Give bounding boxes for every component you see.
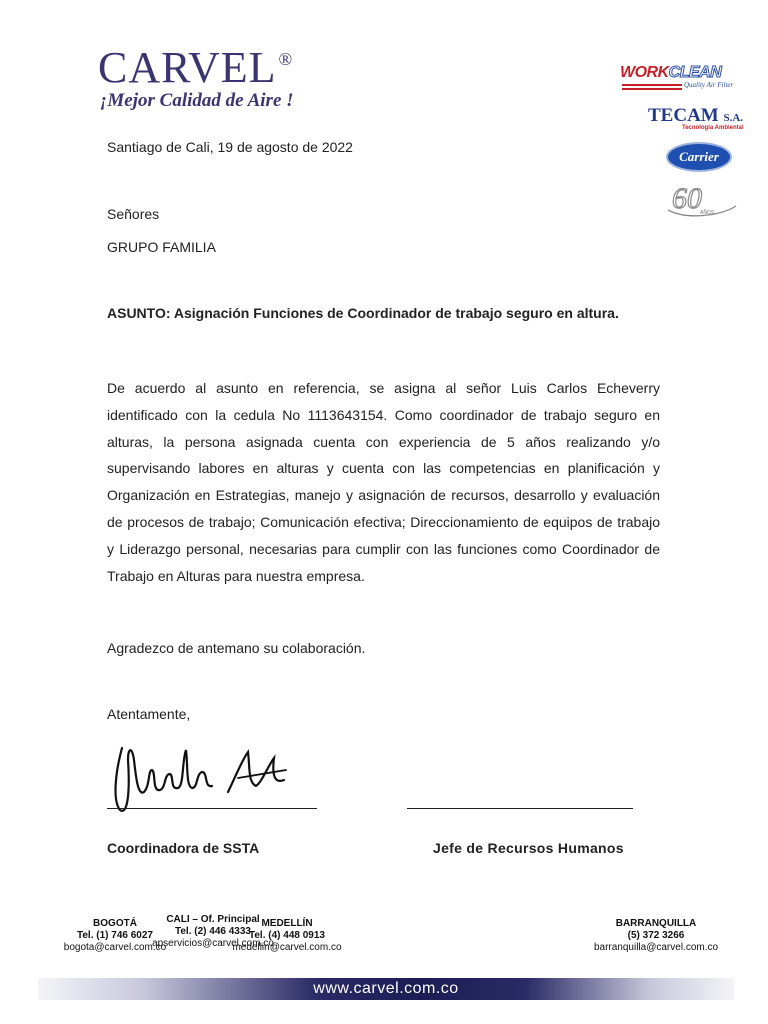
letter-date: Santiago de Cali, 19 de agosto de 2022 (107, 139, 353, 155)
closing: Atentamente, (107, 706, 191, 722)
office-tel: Tel. (2) 446 4333 (175, 926, 251, 937)
signer-role-right: Jefe de Recursos Humanos (433, 840, 624, 856)
office-city: BOGOTÁ (93, 918, 137, 929)
office-city: MEDELLÍN (261, 918, 313, 929)
logo-text: CARVEL (98, 43, 277, 92)
carrier-logo-text: Carrier (679, 149, 719, 164)
website-link[interactable]: www.carvel.com.co (313, 980, 459, 997)
signature-line-right (407, 808, 633, 809)
signature-line-left (107, 808, 317, 809)
office-barranquilla (576, 918, 736, 954)
office-email[interactable]: apservicios@carvel.com.co (152, 938, 274, 949)
recipient: GRUPO FAMILIA (107, 239, 216, 255)
logo-tagline: ¡Mejor Calidad de Aire ! (100, 90, 294, 111)
workclean-stripe (622, 84, 682, 86)
office-email[interactable]: barranquilla@carvel.com.co (593, 942, 719, 953)
office-city: BARRANQUILLA (615, 918, 697, 929)
office-email[interactable]: medellin@carvel.com.co (232, 942, 342, 953)
anniversary-number: 60 (672, 182, 702, 215)
handwritten-signature (108, 730, 298, 820)
tecam-logo-sa: S.A. (723, 112, 744, 124)
carrier-logo (666, 142, 732, 172)
registered-mark: ® (278, 49, 294, 69)
workclean-stripe (622, 88, 682, 90)
tecam-logo-text: TECAM (648, 105, 719, 126)
office-email[interactable]: bogota@carvel.com.co (63, 942, 167, 953)
anniversary-label: AÑOS (700, 210, 715, 216)
office-tel: Tel. (1) 746 6027 (77, 930, 153, 941)
office-city: CALI – Of. Principal (166, 914, 260, 925)
carvel-logo (98, 43, 294, 92)
workclean-logo-clean: CLEAN (668, 64, 722, 81)
tecam-subtitle: Tecnología Ambiental (682, 125, 744, 131)
office-tel: Tel. (4) 448 0913 (249, 930, 325, 941)
office-tel: (5) 372 3266 (627, 930, 685, 941)
workclean-tagline: Quality Air Filter (684, 81, 734, 89)
office-medellin (222, 918, 352, 954)
workclean-logo (620, 64, 738, 94)
workclean-logo-work: WORK (620, 64, 669, 81)
letter-body: De acuerdo al asunto en referencia, se asigna al señor Luis Carlos Echeverry identificado con la cedula No 1113643154. Como coordinador de trabajo seguro en alturas, la persona asignada cuenta con experiencia de 5 años realizando y/o supervisando labores en alturas y cuenta con las competencias en planificación y Organización en Estrategias, manejo y asignación de recursos, desarrollo y evaluación de procesos de trabajo; Comunicación efectiva; Direccionamiento de equipos de trabajo y Liderazgo personal, necesarias para cumplir con las funciones como Coordinador de Trabajo en Alturas para nuestra empresa. (107, 380, 660, 584)
60-years-logo (666, 180, 738, 220)
signer-role-left: Coordinadora de SSTA (107, 840, 260, 856)
thanks-line: Agradezco de antemano su colaboración. (107, 640, 366, 656)
salutation: Señores (107, 206, 160, 222)
letter-subject: ASUNTO: Asignación Funciones de Coordinador de trabajo seguro en altura. (107, 305, 619, 321)
tecam-logo (648, 105, 743, 127)
